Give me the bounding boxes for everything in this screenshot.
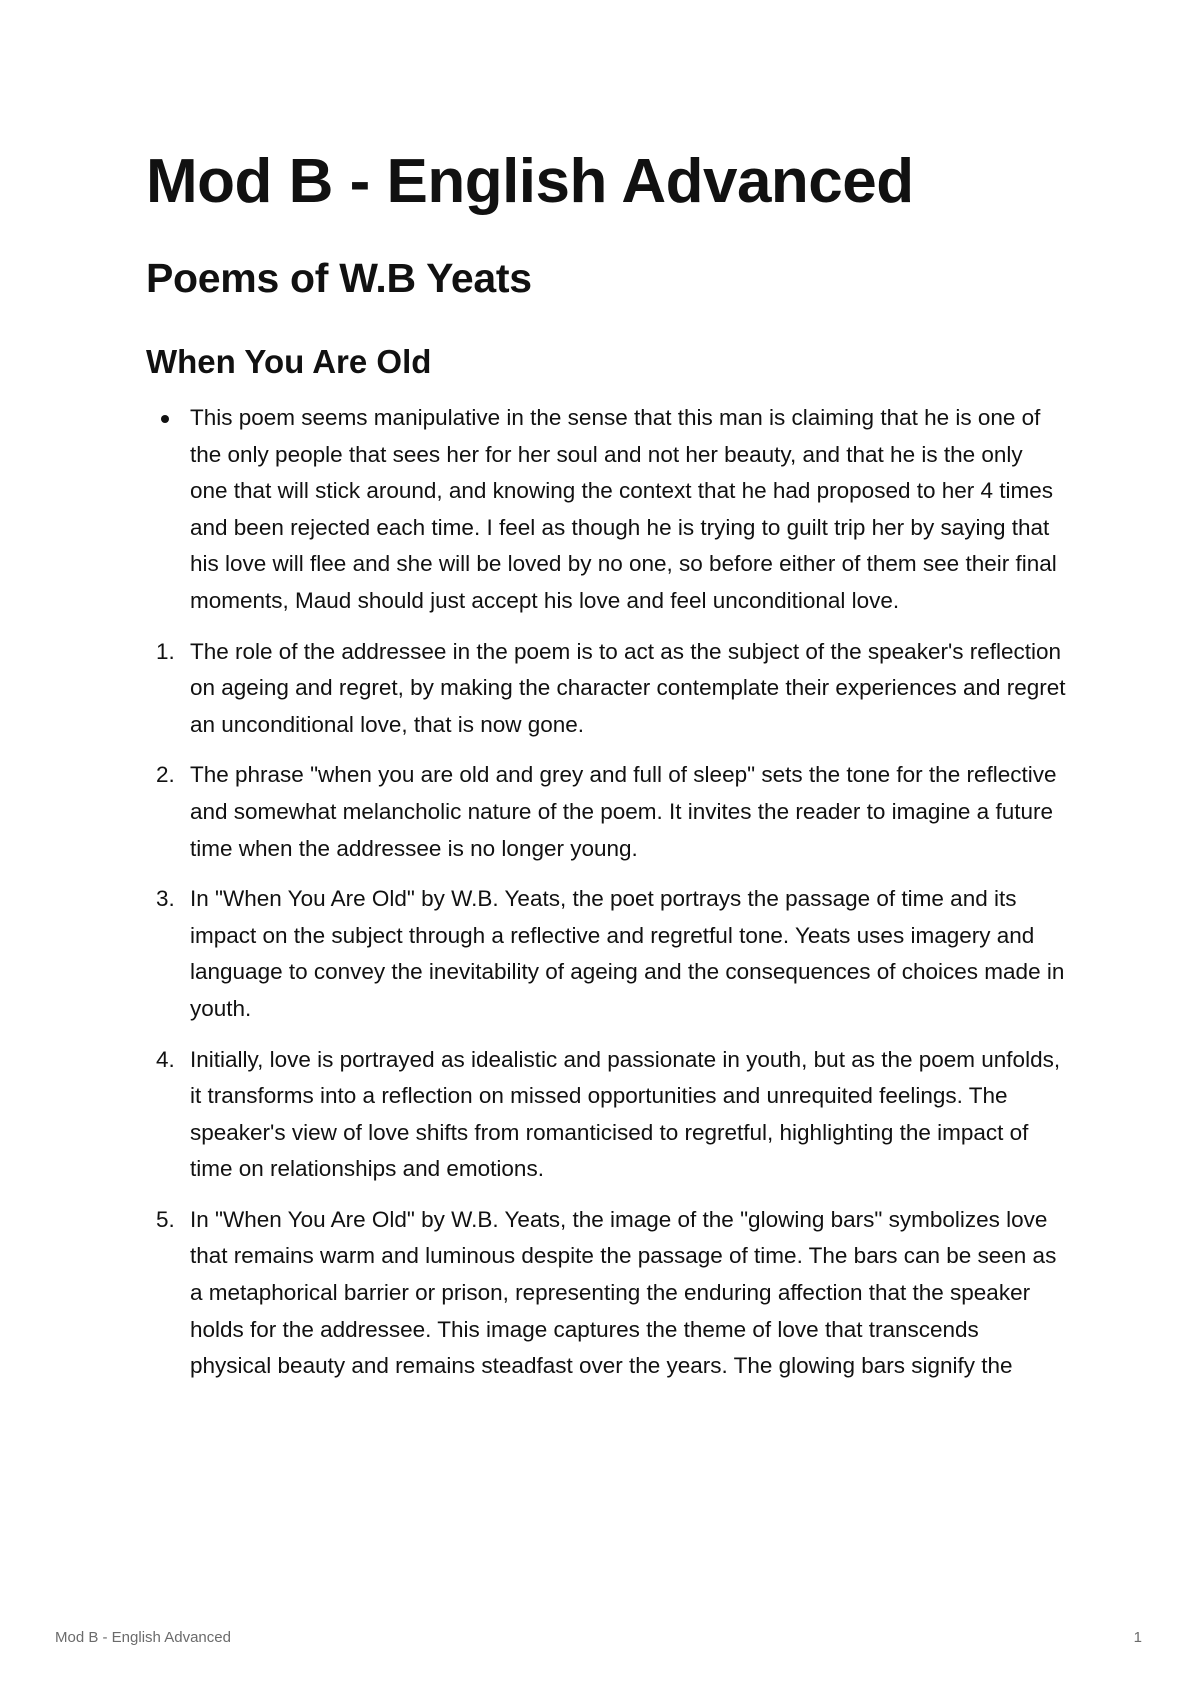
- list-number: 3.: [156, 886, 175, 912]
- numbered-list: [146, 634, 1066, 1385]
- list-item: [146, 634, 1066, 744]
- list-item-text: The phrase "when you are old and grey and full of sleep" sets the tone for the reflective and somewhat melancholic nature of the poem. It invites the reader to imagine a future time when the addressee is no longer young.: [190, 762, 1057, 861]
- list-number: 1.: [156, 638, 175, 664]
- bullet-icon: [161, 415, 169, 423]
- bullet-text: This poem seems manipulative in the sense that this man is claiming that he is one of the only people that sees her for her soul and not her beauty, and that he is the only one that will stick around, and knowing the context that he had proposed to her 4 times and been rejected each time. I feel as though he is trying to guilt trip her by saying that his love will flee and she will be loved by no one, so before either of them see their final moments, Maud should just accept his love and feel unconditional love.: [190, 405, 1057, 613]
- list-number: 2.: [156, 762, 175, 788]
- list-item-text: The role of the addressee in the poem is to act as the subject of the speaker's reflection on ageing and regret, by making the character contemplate their experiences and regret an unconditional love, that is now gone.: [190, 638, 1066, 737]
- list-item-text: Initially, love is portrayed as idealistic and passionate in youth, but as the poem unfolds, it transforms into a reflection on missed opportunities and unrequited feelings. The speaker's view of love shifts from romanticised to regretful, highlighting the impact of time on relationships and emotions.: [190, 1046, 1061, 1182]
- list-number: 4.: [156, 1046, 175, 1072]
- list-item-text: In "When You Are Old" by W.B. Yeats, the image of the "glowing bars" symbolizes love that remains warm and luminous despite the passage of time. The bars can be seen as a metaphorical barrier or prison, representing the enduring affection that the speaker holds for the addressee. This image captures the theme of love that transcends physical beauty and remains steadfast over the years. The glowing bars signify the: [190, 1206, 1057, 1379]
- section-heading: When You Are Old: [146, 343, 432, 380]
- list-number: 5.: [156, 1206, 175, 1232]
- footer-page-number: 1: [1133, 1629, 1142, 1646]
- list-item: [146, 1202, 1066, 1385]
- list-item: [146, 881, 1066, 1027]
- document-subtitle: Poems of W.B Yeats: [146, 255, 532, 301]
- page-content: [146, 140, 1066, 1399]
- bullet-list: [146, 400, 1066, 620]
- list-item: [146, 757, 1066, 867]
- list-item: [146, 1042, 1066, 1188]
- document-title: Mod B - English Advanced: [146, 147, 914, 216]
- footer-document-title: Mod B - English Advanced: [55, 1629, 231, 1646]
- list-item-text: In "When You Are Old" by W.B. Yeats, the poet portrays the passage of time and its impact on the subject through a reflective and regretful tone. Yeats uses imagery and language to convey the inevitability of ageing and the consequences of choices made in youth.: [190, 886, 1065, 1021]
- bullet-item: [146, 400, 1066, 620]
